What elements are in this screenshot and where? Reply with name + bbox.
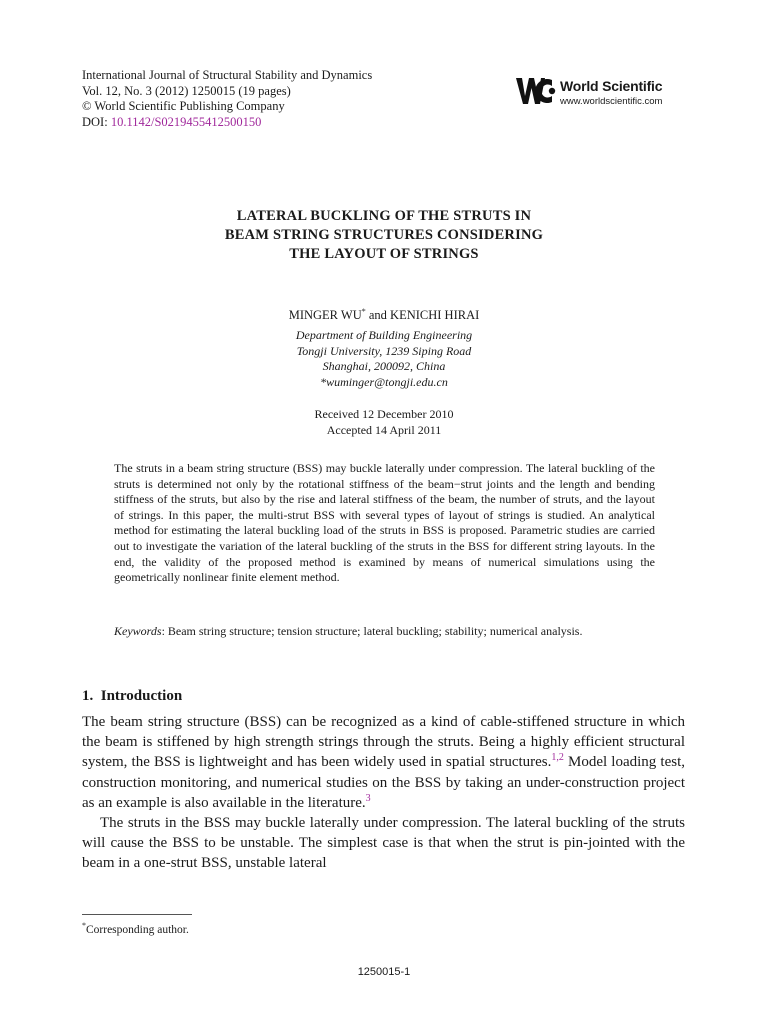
doi-label: DOI:: [82, 114, 111, 129]
keywords: [114, 624, 655, 640]
section-title: Introduction: [100, 688, 183, 704]
journal-copyright: © World Scientific Publishing Company: [82, 99, 285, 114]
journal-name: International Journal of Structural Stability and Dynamics: [82, 68, 373, 82]
accepted-date: Accepted 14 April 2011: [326, 423, 442, 437]
citation-link[interactable]: 1,2: [551, 752, 564, 764]
affiliation-city: Shanghai, 200092, China: [322, 359, 446, 373]
paragraph: [82, 712, 685, 813]
footnote-text: Corresponding author.: [86, 923, 189, 936]
affiliation-university: Tongji University, 1239 Siping Road: [296, 343, 472, 358]
affiliation-email: *wuminger@tongji.edu.cn: [320, 374, 448, 389]
publisher-url: www.worldscientific.com: [560, 96, 663, 107]
world-scientific-logo-icon: [514, 74, 560, 108]
paragraph-text: The beam string structure (BSS) can be recognized as a kind of cable-stiffened structure in which the beam is stiffened by high strength strings through the struts. Being a highly efficient structural system, the BSS is lightweight and has been widely used in spatial structures.: [82, 714, 685, 771]
doi-link[interactable]: 10.1142/S0219455412500150: [110, 114, 262, 129]
article-dates: [100, 406, 668, 438]
author-second: KENICHI HIRAI: [390, 308, 480, 323]
footnote-mark: *: [82, 921, 86, 930]
abstract: The struts in a beam string structure (BSS) may buckle laterally under compression. The lateral buckling of the struts is determined not only by the rotational stiffness of the beam−strut joints and the length and bending stiffness of the struts, but also by the rise and lateral stiffness of the beam, the number of struts, and the layout of strings. In this paper, the multi-strut BSS with several types of layout of strings is studied. An analytical method for estimating the lateral buckling load of the struts in BSS is proposed. Parametric studies are carried out to investigate the variation of the lateral buckling of the struts in the BSS for different string layouts. In the end, the validity of the proposed method is examined by means of numerical simulations using the geometrically nonlinear finite element method.: [114, 461, 655, 585]
author-mark: *: [361, 307, 366, 316]
keywords-label: Keywords: [114, 624, 162, 638]
journal-doi: [82, 115, 372, 131]
footnote-divider: [82, 914, 192, 915]
authors: [100, 307, 668, 323]
paragraph-text: Model loading test, construction monitoring, and numerical studies on the BSS by taking an under-construction project as an example is also available in the literature.: [82, 754, 685, 811]
title-line: LATERAL BUCKLING OF THE STRUTS IN: [236, 208, 532, 224]
affiliation-department: Department of Building Engineering: [295, 328, 473, 342]
journal-metadata: [82, 68, 372, 130]
keywords-text: : Beam string structure; tension structure; lateral buckling; stability; numerical analysis.: [161, 624, 583, 638]
paper-title: [100, 207, 668, 264]
citation-link[interactable]: 3: [365, 792, 371, 804]
journal-volume: Vol. 12, No. 3 (2012) 1250015 (19 pages): [82, 83, 291, 98]
publisher-name: World Scientific: [560, 78, 663, 94]
publisher-logo: [514, 74, 694, 112]
introduction-body: [82, 712, 685, 874]
title-line: BEAM STRING STRUCTURES CONSIDERING: [224, 227, 544, 243]
affiliation: [100, 328, 668, 390]
author-first: MINGER WU: [288, 308, 362, 323]
section-heading: [82, 688, 182, 705]
section-number: 1.: [82, 688, 94, 704]
author-connector: and: [365, 308, 391, 323]
footnote: [82, 921, 189, 936]
paragraph: The struts in the BSS may buckle laterally under compression. The lateral buckling of the struts will cause the BSS to be unstable. The simplest case is that when the strut is pin-jointed with the beam in a one-strut BSS, unstable lateral: [82, 815, 685, 872]
title-line: THE LAYOUT OF STRINGS: [289, 246, 479, 262]
received-date: Received 12 December 2010: [314, 407, 454, 421]
page-number: 1250015-1: [357, 966, 411, 978]
